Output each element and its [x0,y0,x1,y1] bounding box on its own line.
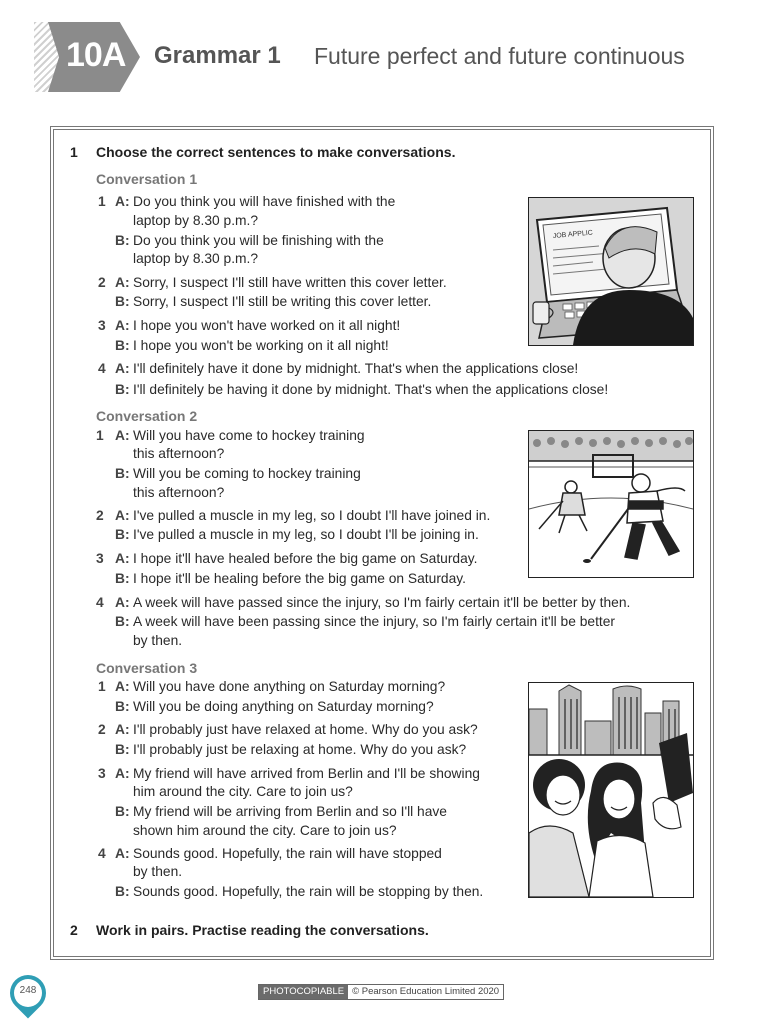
option-text: I hope it'll be healing before the big game on Saturday. [133,571,466,586]
option-text: by then. [133,864,183,879]
speaker-label: A: [115,551,130,566]
option-text: I've pulled a muscle in my leg, so I doubt I'll be joining in. [133,527,479,542]
speaker-label: A: [115,846,130,861]
speaker-label: B: [115,614,130,629]
option-text: Sounds good. Hopefully, the rain will be stopping by then. [133,884,484,899]
option-text: A week will have passed since the injury, so I'm fairly certain it'll be better by then. [133,595,631,610]
footer-copyright [258,984,504,1000]
option-text: I hope you won't be working on it all night! [133,338,389,353]
option-text: Sorry, I suspect I'll still have written this cover letter. [133,275,447,290]
option-text: My friend will have arrived from Berlin and I'll be showing [133,766,480,781]
exercise-1-instruction: Choose the correct sentences to make conversations. [96,144,456,160]
option-text: I'll definitely have it done by midnight. That's when the applications close! [133,361,579,376]
line-number: 4 [98,846,106,861]
line-number: 3 [96,551,104,566]
line-number: 4 [96,595,104,610]
speaker-label: A: [115,318,130,333]
speaker-label: A: [115,766,130,781]
option-text: this afternoon? [133,485,225,500]
speaker-label: A: [115,595,130,610]
exercise-2-instruction: Work in pairs. Practise reading the conversations. [96,922,429,938]
speaker-label: A: [115,508,130,523]
option-text: Will you have come to hockey training [133,428,365,443]
line-number: 3 [98,318,106,333]
speaker-label: A: [115,361,130,376]
conversation-3-heading: Conversation 3 [96,660,198,676]
option-text: I hope you won't have worked on it all night! [133,318,401,333]
option-text: him around the city. Care to join us? [133,784,353,799]
speaker-label: B: [115,294,130,309]
speaker-label: A: [115,275,130,290]
option-text: shown him around the city. Care to join us? [133,823,397,838]
option-text: Do you think you will have finished with the [133,194,396,209]
option-text: Sorry, I suspect I'll still be writing this cover letter. [133,294,432,309]
illustration-job-application [528,197,694,346]
speaker-label: B: [115,338,130,353]
option-text: I hope it'll have healed before the big game on Saturday. [133,551,478,566]
illustration-city-selfie [528,682,694,898]
speaker-label: B: [115,804,130,819]
option-text: I'll probably just have relaxed at home. Why do you ask? [133,722,478,737]
line-number: 1 [98,194,106,209]
speaker-label: B: [115,527,130,542]
photocopiable-label: PHOTOCOPIABLE [259,985,348,999]
line-number: 2 [98,275,106,290]
unit-code: 10A [66,36,126,74]
illustration-hockey [528,430,694,578]
exercise-2-number: 2 [70,922,78,938]
option-text: Do you think you will be finishing with the [133,233,384,248]
option-text: A week will have been passing since the injury, so I'm fairly certain it'll be better [133,614,616,629]
speaker-label: B: [115,571,130,586]
speaker-label: B: [115,742,130,757]
option-text: I've pulled a muscle in my leg, so I doubt I'll have joined in. [133,508,491,523]
copyright-text: © Pearson Education Limited 2020 [352,986,500,997]
page-title: Grammar 1 [154,42,281,69]
line-number: 2 [96,508,104,523]
speaker-label: A: [115,722,130,737]
page-number: 248 [19,985,37,996]
laptop-screen-text: JOB APPLIC [552,229,594,240]
exercise-1-number: 1 [70,144,78,160]
option-text: I'll probably just be relaxing at home. Why do you ask? [133,742,467,757]
option-text: Sounds good. Hopefully, the rain will have stopped [133,846,442,861]
speaker-label: B: [115,884,130,899]
option-text: laptop by 8.30 p.m.? [133,251,259,266]
conversation-1-heading: Conversation 1 [96,171,198,187]
option-text: laptop by 8.30 p.m.? [133,213,259,228]
speaker-label: A: [115,194,130,209]
speaker-label: B: [115,466,130,481]
speaker-label: B: [115,233,130,248]
option-text: I'll definitely be having it done by midnight. That's when the applications close! [133,382,609,397]
speaker-label: A: [115,679,130,694]
option-text: by then. [133,633,183,648]
line-number: 1 [96,428,104,443]
option-text: Will you have done anything on Saturday morning? [133,679,446,694]
option-text: this afternoon? [133,446,225,461]
option-text: Will you be coming to hockey training [133,466,361,481]
line-number: 4 [98,361,106,376]
speaker-label: B: [115,382,130,397]
line-number: 3 [98,766,106,781]
speaker-label: A: [115,428,130,443]
line-number: 1 [98,679,106,694]
page-subtitle: Future perfect and future continuous [314,43,685,69]
option-text: Will you be doing anything on Saturday morning? [133,699,434,714]
line-number: 2 [98,722,106,737]
option-text: My friend will be arriving from Berlin and so I'll have [133,804,447,819]
speaker-label: B: [115,699,130,714]
conversation-2-heading: Conversation 2 [96,408,198,424]
